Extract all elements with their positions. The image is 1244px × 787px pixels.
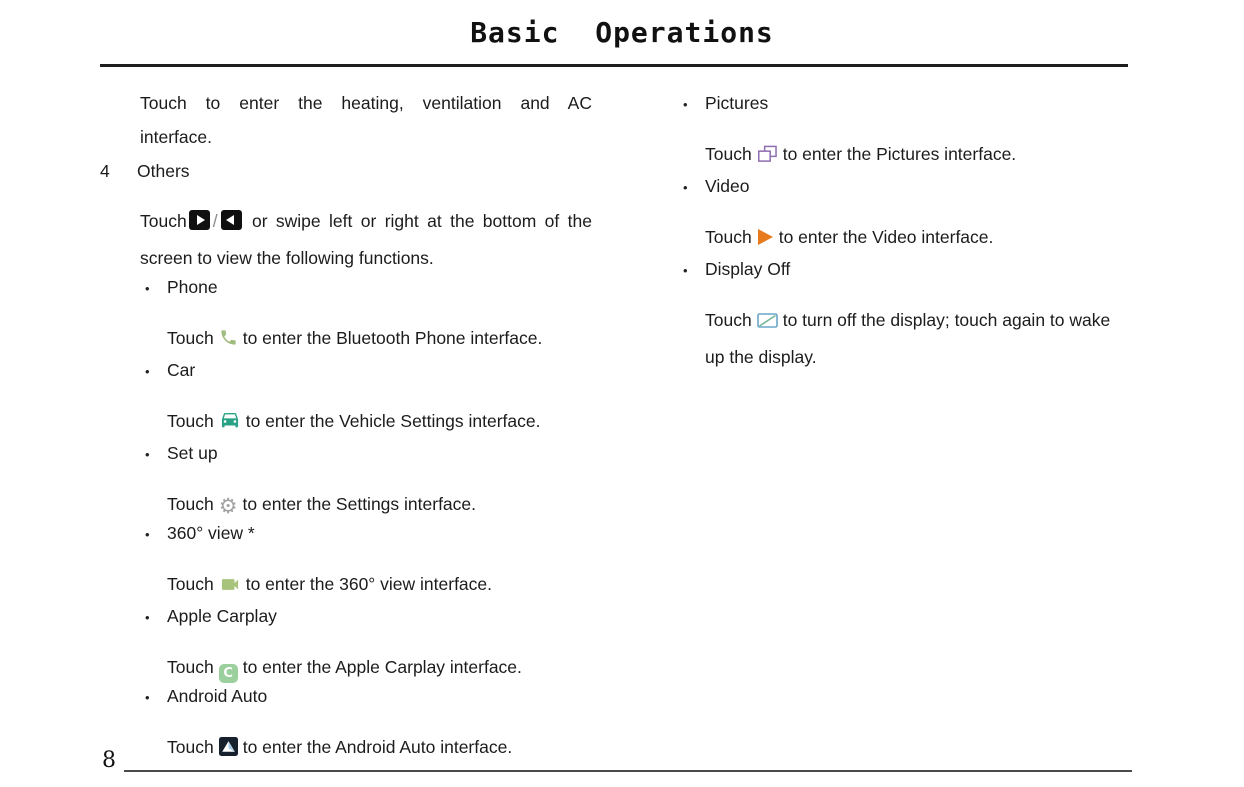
- pictures-icon: [757, 140, 778, 174]
- display-off-icon: [757, 306, 778, 340]
- instr-suffix: to enter the Pictures interface.: [782, 144, 1017, 164]
- swipe-prefix: Touch: [140, 211, 187, 231]
- bullet-video: [683, 169, 1130, 205]
- carryover-paragraph: [100, 86, 592, 154]
- instr-suffix: to turn off the display; touch again to wake up the display.: [705, 310, 1111, 367]
- item-label: Others: [137, 161, 190, 181]
- instr-prefix: Touch: [705, 144, 752, 164]
- settings-gear-icon: ⚙: [218, 494, 238, 518]
- left-column: [100, 86, 592, 767]
- previous-page-icon: [221, 207, 242, 241]
- instr-suffix: to enter the Vehicle Settings interface.: [245, 411, 541, 431]
- carryover-line-2: interface.: [140, 127, 212, 147]
- bullet-dot: •: [683, 180, 688, 195]
- instr-prefix: Touch: [705, 227, 752, 247]
- bullet-label: Android Auto: [167, 686, 268, 706]
- title-divider: [100, 64, 1128, 67]
- apple-carplay-icon: C: [219, 664, 238, 683]
- bullet-label: Set up: [167, 443, 218, 463]
- instr-suffix: to enter the Settings interface.: [242, 494, 477, 514]
- instruction-display-off: [683, 303, 1130, 374]
- bullet-dot: •: [145, 690, 150, 705]
- bullet-label: Phone: [167, 277, 218, 297]
- instruction-android-auto: [100, 730, 592, 767]
- instr-prefix: Touch: [167, 574, 214, 594]
- numbered-item-others: [100, 154, 592, 188]
- vehicle-settings-icon: [219, 407, 241, 441]
- bullet-apple-carplay: [100, 599, 592, 635]
- right-column: [683, 86, 1130, 374]
- bullet-dot: •: [683, 263, 688, 278]
- swipe-suffix: or swipe left or right at the bottom of the screen to view the following functions.: [140, 211, 592, 268]
- bullet-label: 360° view *: [167, 523, 255, 543]
- bullet-android-auto: [100, 679, 592, 715]
- bullet-dot: •: [145, 527, 150, 542]
- bullet-pictures: [683, 86, 1130, 122]
- android-auto-icon: [219, 733, 238, 767]
- instr-prefix: Touch: [705, 310, 752, 330]
- bullet-label: Display Off: [705, 259, 791, 279]
- instr-suffix: to enter the Apple Carplay interface.: [242, 657, 522, 677]
- instr-suffix: to enter the Bluetooth Phone interface.: [242, 328, 543, 348]
- icon-separator: /: [212, 211, 218, 231]
- page-title: Basic Operations: [470, 16, 774, 49]
- bullet-label: Apple Carplay: [167, 606, 277, 626]
- bullet-dot: •: [683, 97, 688, 112]
- instr-suffix: to enter the Video interface.: [778, 227, 994, 247]
- instr-prefix: Touch: [167, 411, 214, 431]
- bullet-label: Car: [167, 360, 196, 380]
- bullet-car: [100, 353, 592, 389]
- bullet-dot: •: [145, 281, 150, 296]
- bluetooth-phone-icon: [219, 324, 238, 358]
- bullet-360-view: [100, 516, 592, 552]
- item-number: 4: [100, 161, 110, 181]
- bullet-label: Pictures: [705, 93, 769, 113]
- instr-prefix: Touch: [167, 657, 214, 677]
- instr-prefix: Touch: [167, 328, 214, 348]
- instr-prefix: Touch: [167, 494, 214, 514]
- bullet-dot: •: [145, 447, 150, 462]
- bullet-phone: [100, 270, 592, 306]
- bullet-display-off: [683, 252, 1130, 288]
- next-page-icon: [189, 207, 210, 241]
- bullet-setup: [100, 436, 592, 472]
- swipe-paragraph: [100, 204, 592, 275]
- instr-prefix: Touch: [167, 737, 214, 757]
- instr-suffix: to enter the 360° view interface.: [245, 574, 493, 594]
- bullet-dot: •: [145, 364, 150, 379]
- page-number: 8: [102, 748, 116, 773]
- carryover-line-1: Touch to enter the heating, ventilation and AC: [140, 93, 592, 113]
- footer-divider: [124, 770, 1132, 772]
- bullet-label: Video: [705, 176, 750, 196]
- instr-suffix: to enter the Android Auto interface.: [242, 737, 513, 757]
- bullet-dot: •: [145, 610, 150, 625]
